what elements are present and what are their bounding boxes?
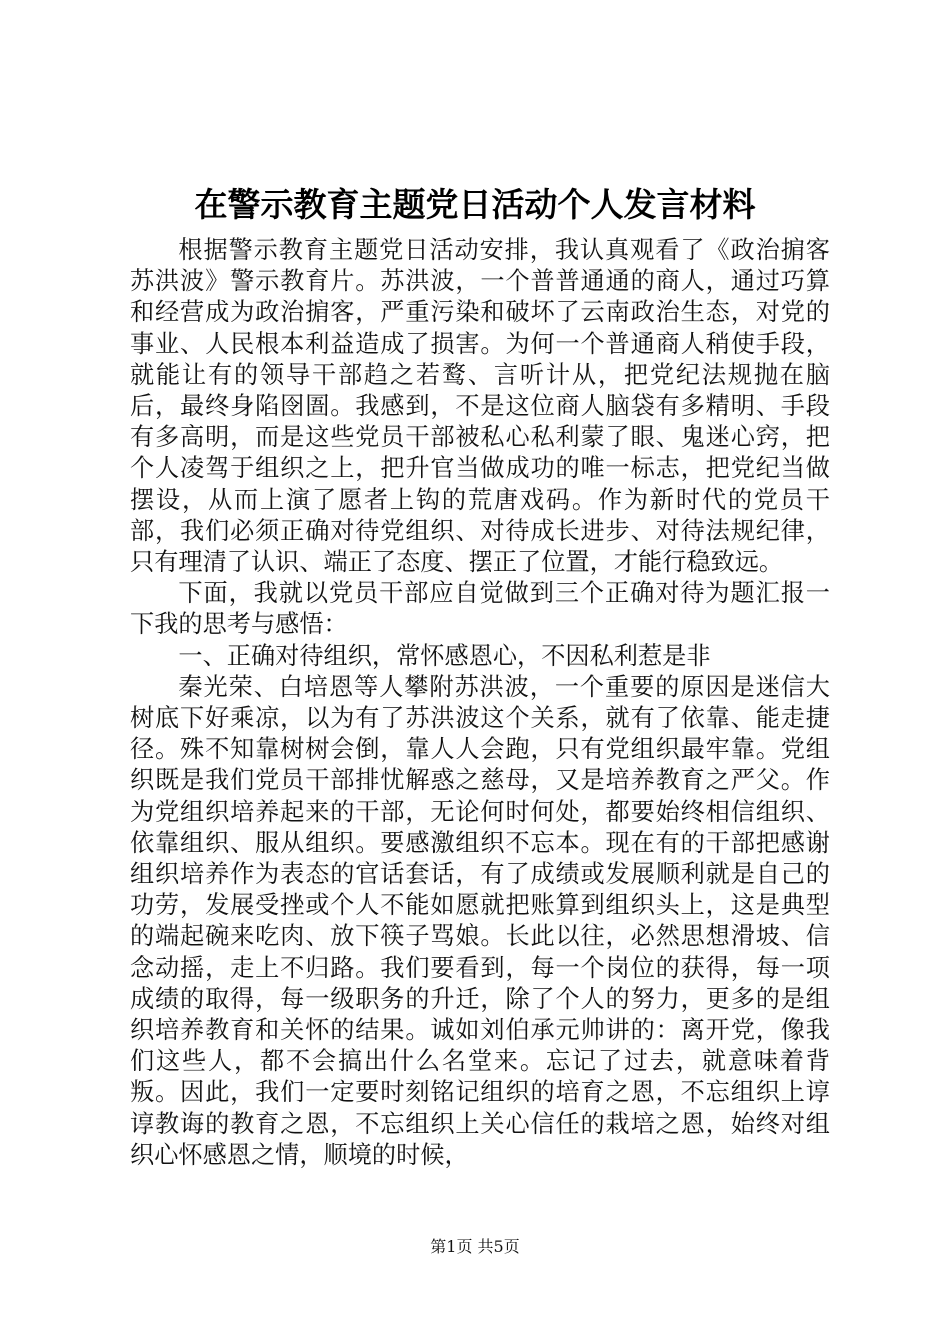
paragraph-section-1: 秦光荣、白培恩等人攀附苏洪波，一个重要的原因是迷信大树底下好乘凉，以为有了苏洪波这个关系，就有了依靠、能走捷径。殊不知靠树树会倒，靠人人会跑，只有党组织最牢靠。党组织既是我们党员干部排忧解惑之慈母，又是培养教育之严父。作为党组织培养起来的干部，无论何时何处，都要始终相信组织、依靠组织、服从组织。要感激组织不忘本。现在有的干部把感谢组织培养作为表态的官话套话，有了成绩或发展顺利就是自己的功劳，发展受挫或个人不能如愿就把账算到组织头上，这是典型的端起碗来吃肉、放下筷子骂娘。长此以往，必然思想滑坡、信念动摇，走上不归路。我们要看到，每一个岗位的获得，每一项成绩的取得，每一级职务的升迁，除了个人的努力，更多的是组织培养教育和关怀的结果。诚如刘伯承元帅讲的：离开党，像我们这些人，都不会搞出什么名堂来。忘记了过去，就意味着背叛。因此，我们一定要时刻铭记组织的培育之恩，不忘组织上谆谆教诲的教育之恩，不忘组织上关心信任的栽培之恩，始终对组织心怀感恩之情，顺境的时候， [130,672,830,1169]
document-body [130,235,830,1171]
paragraph-outline: 下面，我就以党员干部应自觉做到三个正确对待为题汇报一下我的思考与感悟： [130,579,830,639]
page-footer: 第1页 共5页 [430,1237,520,1256]
paragraph-intro: 根据警示教育主题党日活动安排，我认真观看了《政治掮客苏洪波》警示教育片。苏洪波，一个普普通通的商人，通过巧算和经营成为政治掮客，严重污染和破坏了云南政治生态，对党的事业、人民根本利益造成了损害。为何一个普通商人稍使手段，就能让有的领导干部趋之若鹜、言听计从，把党纪法规抛在脑后，最终身陷囹圄。我感到，不是这位商人脑袋有多精明、手段有多高明，而是这些党员干部被私心私利蒙了眼、鬼迷心窍，把个人凌驾于组织之上，把升官当做成功的唯一标志，把党纪当做摆设，从而上演了愿者上钩的荒唐戏码。作为新时代的党员干部，我们必须正确对待党组织、对待成长进步、对待法规纪律，只有理清了认识、端正了态度、摆正了位置，才能行稳致远。 [130,236,830,577]
document-title: 在警示教育主题党日活动个人发言材料 [194,185,756,224]
section-heading-1: 一、正确对待组织，常怀感恩心，不因私利惹是非 [178,641,711,670]
